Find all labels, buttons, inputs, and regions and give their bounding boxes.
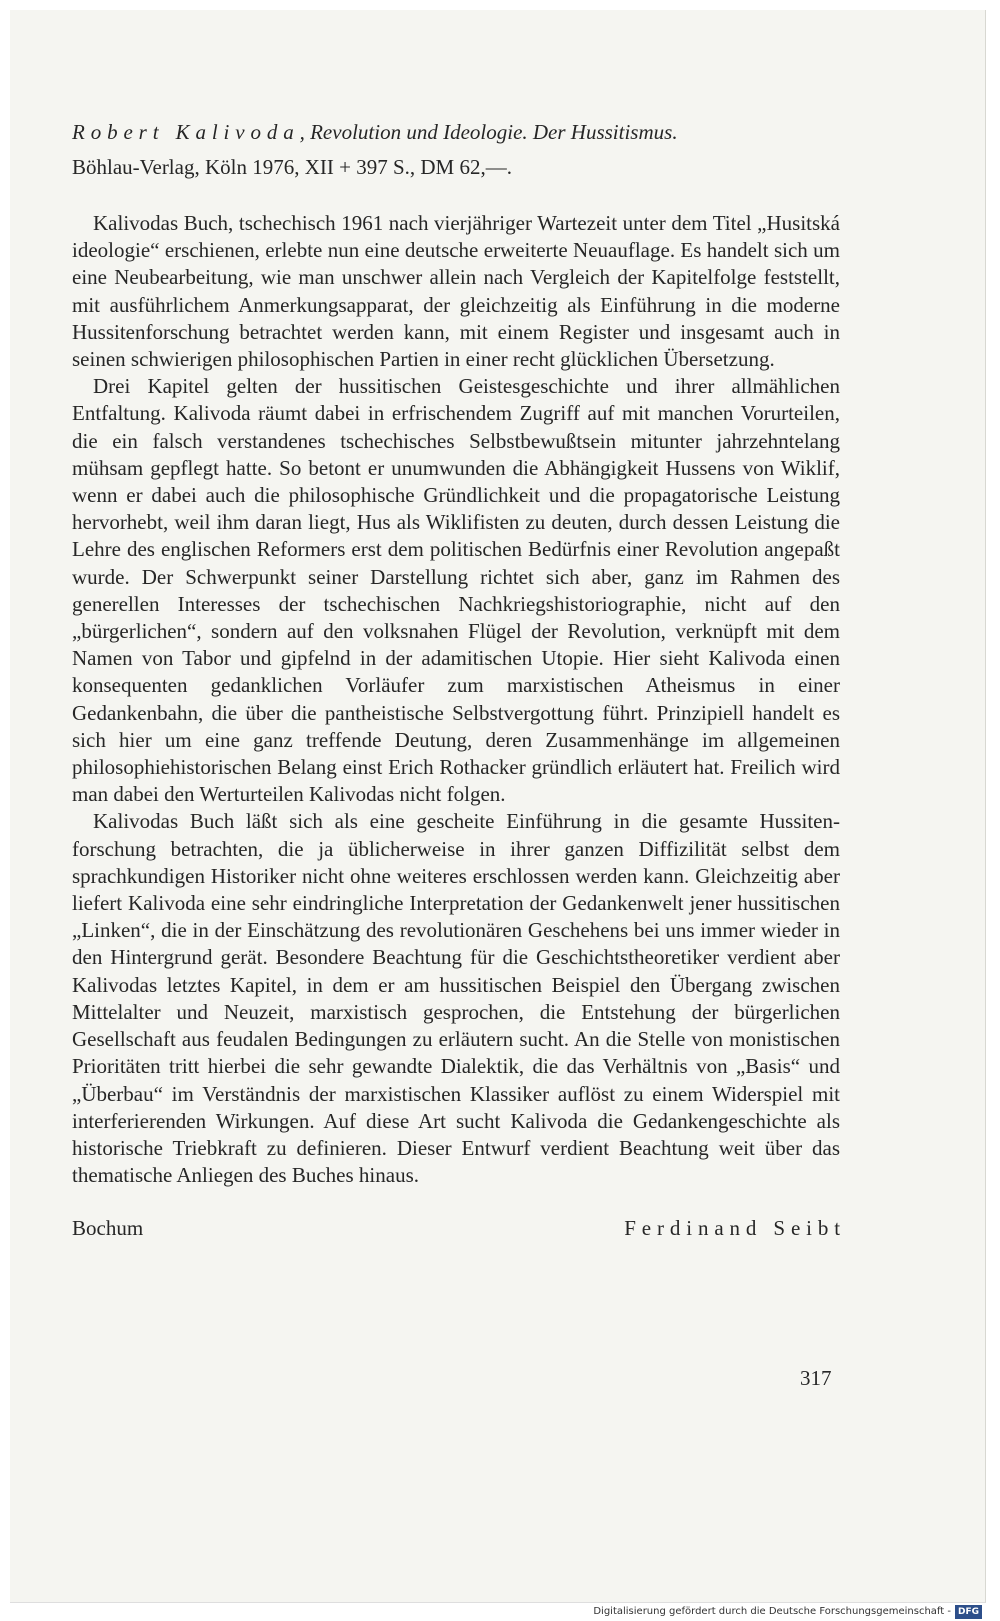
signature-place: Bochum <box>72 1216 144 1241</box>
digitization-footer <box>593 1604 982 1619</box>
review-heading: Robert Kalivoda, Revolution und Ideologie. Der Hussitismus. <box>72 120 678 144</box>
review-text-block <box>72 112 846 1243</box>
book-author: Robert Kalivoda <box>72 120 300 144</box>
paragraph-1: Kalivodas Buch, tschechisch 1961 nach vierjähriger Wartezeit unter dem Titel „Husitská ideologie“ erschienen, erlebte nun eine deutsche erweiterte Neuauflage. Es handelt sich um eine Neubearbeitung, wie man unschwer allein nach Vergleich der Kapitelfolge feststellt, mit ausführlichem Anmerkungsapparat, der gleichzeitig als Einführung in die moderne Hussitenforschung betrachtet werden kann, mit einem Register und insgesamt auch in seinen schwierigen philosophischen Partien in einer recht glücklichen Übersetzung. <box>72 211 840 372</box>
scanned-page <box>10 10 986 1603</box>
paragraph-2: Drei Kapitel gelten der hussitischen Geistesgeschichte und ihrer allmählichen Entfaltung. Kalivoda räumt dabei in erfrischendem Zugriff auf mit manchen Vorurteilen, die ein falsch verstandenes tschechisches Selbstbewußtsein mitunter jahrzehntelang mühsam gepflegt hatte. So betont er unumwunden die Abhängigkeit Hussens von Wiklif, wenn er dabei auch die philosophische Gründlichkeit und die propagatorische Leistung hervorhebt, weil ihm daran liegt, Hus als Wiklifisten zu deuten, durch dessen Leistung die Lehre des englischen Reformers erst dem politischen Bedürfnis einer Revolution angepaßt wurde. Der Schwerpunkt seiner Darstellung richtet sich aber, ganz im Rahmen des generellen Interesses der tschechischen Nachkriegshistoriographie, nicht auf den „bürgerlichen“, sondern auf den volksnahen Flügel der Revolution, verknüpft mit dem Namen von Tabor und gipfelnd in der adamitischen Utopie. Hier sieht Kalivoda einen konsequenten gedanklichen Vorläufer zum marxistischen Atheismus in einer Gedankenbahn, die über die pantheistische Selbstvergottung führt. Prinzipiell handelt es sich hier um eine ganz treffende Deutung, deren Zusammenhänge im allgemeinen philosophiehistorischen Belang einst Erich Rothacker gründlich erläutert hat. Freilich wird man dabei den Werturteilen Kalivodas nicht folgen. <box>72 374 840 807</box>
dfg-logo: DFG <box>955 1605 982 1619</box>
publication-info: Böhlau-Verlag, Köln 1976, XII + 397 S., DM 62,—. <box>72 155 512 179</box>
signature-row <box>72 1215 846 1242</box>
footer-text: Digitalisierung gefördert durch die Deutsche Forschungsgemeinschaft - <box>593 1606 951 1617</box>
review-body <box>72 210 840 1189</box>
reviewer-name: Ferdinand Seibt <box>624 1216 846 1241</box>
paragraph-3: Kalivodas Buch läßt sich als eine gescheite Einführung in die gesamte Hussitenforschung betrachten, die ja üblicherweise in ihrer ganzen Diffizilität selbst dem sprachkundigen Historiker nicht ohne weiteres erschlossen werden kann. Gleichzeitig aber liefert Kalivoda eine sehr eindringliche Interpretation der Gedankenwelt jener hussitischen „Linken“, die in der Einschätzung des revolutionären Geschehens bei uns immer wieder in den Hintergrund gerät. Besondere Beachtung für die Geschichtstheoretiker verdient aber Kalivodas letztes Kapitel, in dem er am hussitischen Beispiel den Übergang zwischen Mittelalter und Neuzeit, marxistisch gesprochen, die Entstehung der bürgerlichen Gesellschaft aus feudalen Bedingungen zu erläutern sucht. An die Stelle von monistischen Prioritäten tritt hierbei die sehr gewandte Dialektik, die das Verhältnis von „Basis“ und „Überbau“ im Verständnis der marxistischen Klassiker auflöst zu einem Widerspiel mit interferierenden Wirkungen. Auf diese Art sucht Kalivoda die Gedankengeschichte als historische Triebkraft zu definieren. Dieser Entwurf verdient Beachtung weit über das thematische Anliegen des Buches hinaus. <box>72 809 840 1188</box>
book-title: Revolution und Ideologie. Der Hussitismus. <box>310 120 678 144</box>
page-number: 317 <box>800 1366 832 1390</box>
